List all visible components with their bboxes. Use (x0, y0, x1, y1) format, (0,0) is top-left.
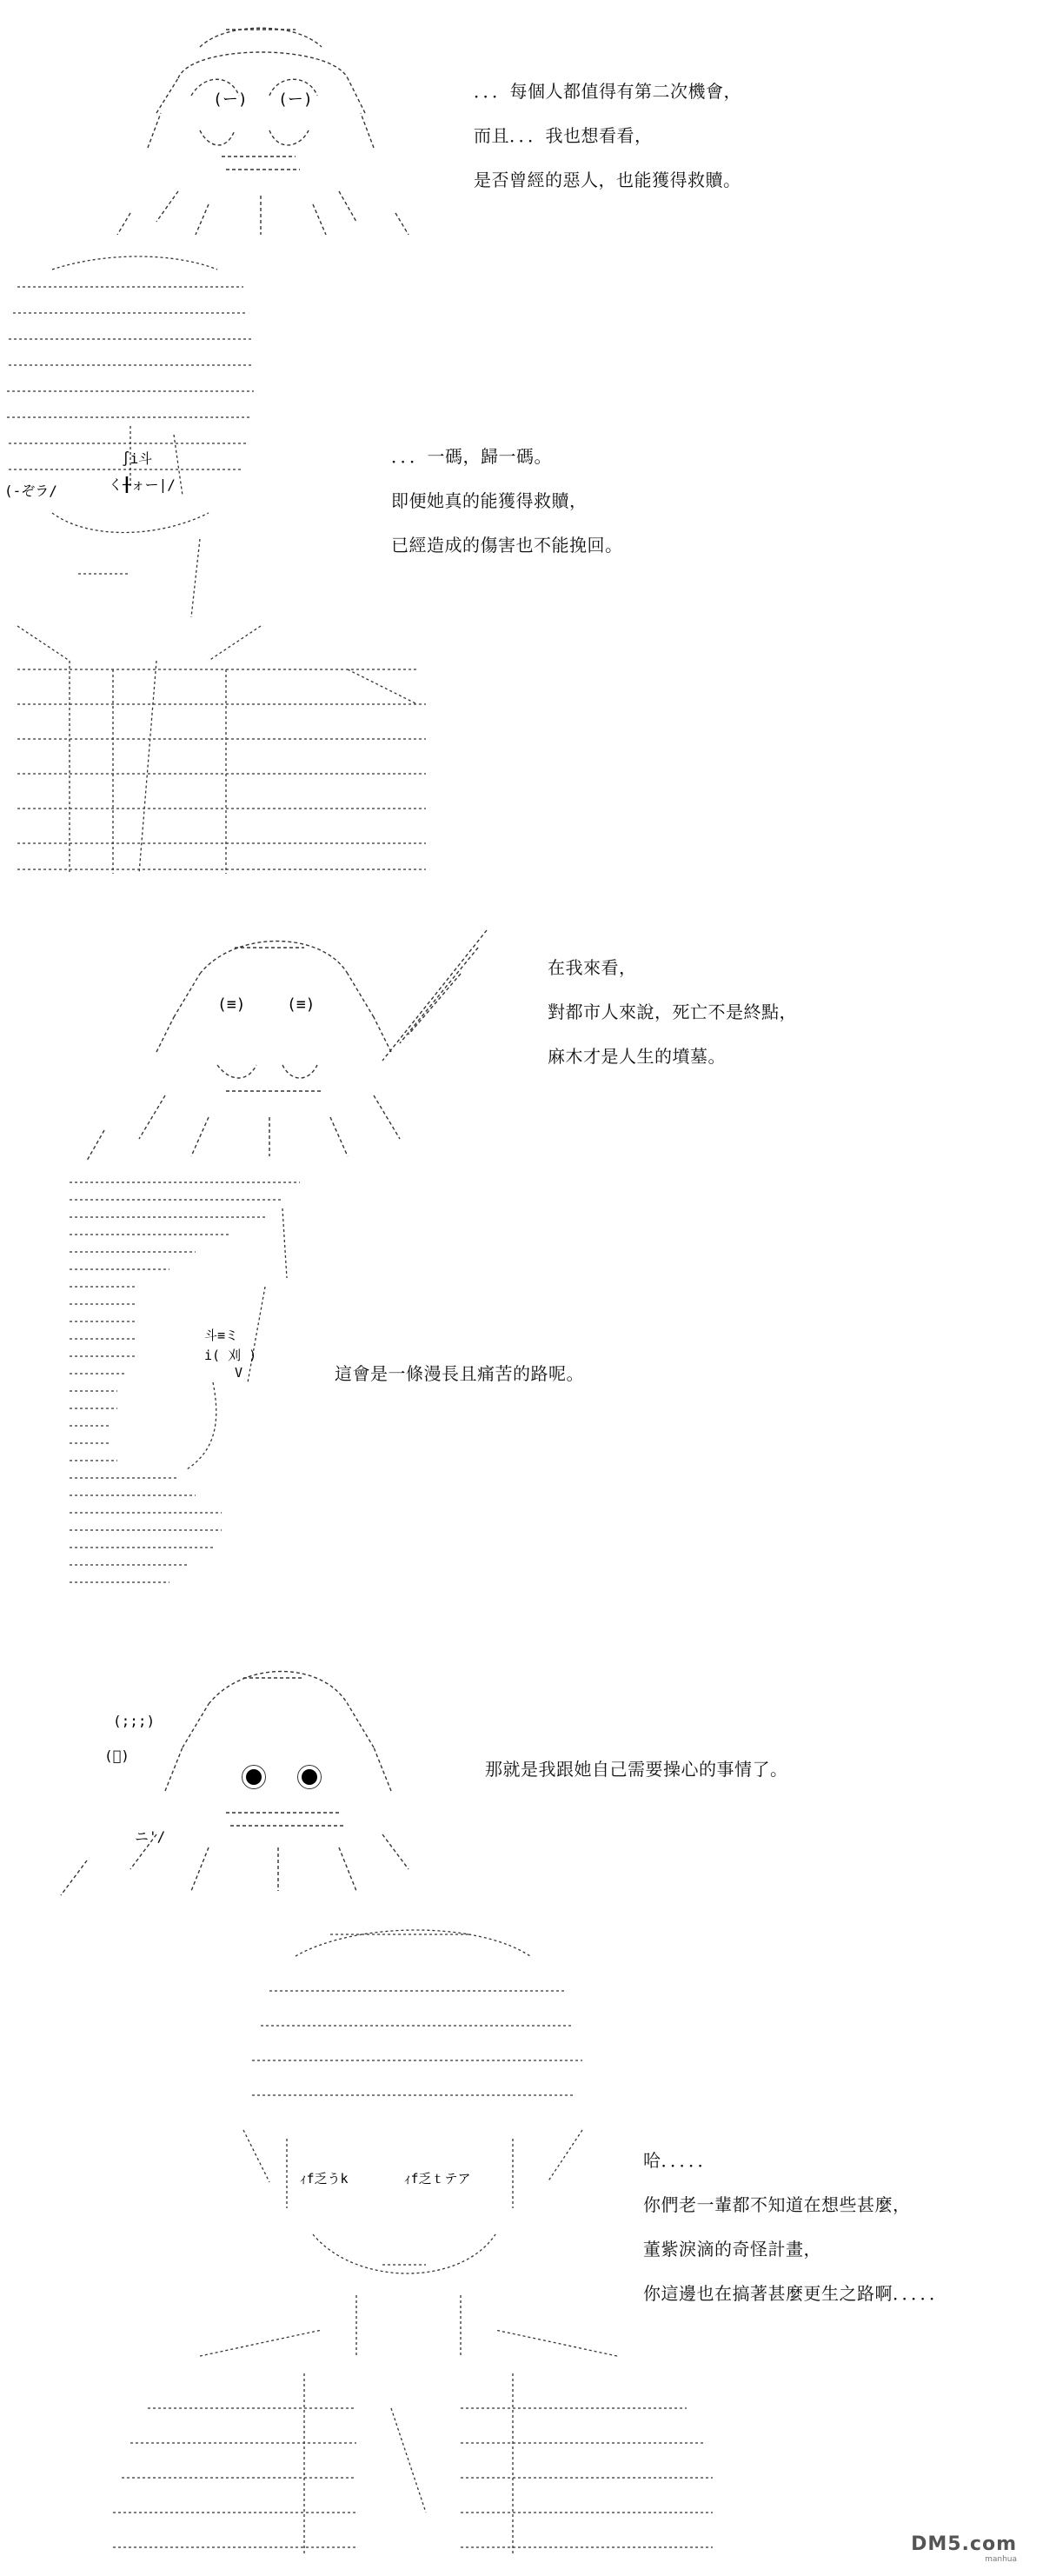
ascii-art-shadowed-figure (65, 1174, 326, 1617)
caption-panel-2 (391, 435, 623, 568)
ascii-eye-right: ｨf乏ｔテア (404, 2171, 471, 2187)
watermark-text: DM5.com (911, 2533, 1017, 2555)
caption-line: 這會是一條漫長且痛苦的路呢。 (335, 1363, 584, 1384)
panel-3 (0, 913, 1043, 1165)
ascii-art-young-man-messy-hair (96, 1921, 721, 2565)
caption-line: ．．．每個人都值得有第二次機會， (474, 81, 741, 102)
caption-panel-5 (485, 1747, 788, 1792)
panel-4 (0, 1174, 1043, 1626)
ascii-snippet: ∫i斗 (122, 450, 153, 467)
caption-panel-1 (474, 70, 741, 203)
ascii-snippet: く╂ォー|/ (109, 476, 176, 493)
caption-line: 你這邊也在搞著甚麼更生之路啊．．．．． (643, 2283, 947, 2304)
panel-6 (0, 1913, 1043, 2576)
eye-right-icon (297, 1765, 322, 1789)
caption-line: 那就是我跟她自己需要操心的事情了。 (485, 1759, 788, 1780)
ascii-snippet: 斗≡ミ (204, 1328, 239, 1343)
panel-5 (0, 1652, 1043, 1904)
caption-line: 董紫淚滴的奇怪計畫， (643, 2239, 821, 2260)
caption-line: 而且．．．我也想看看， (474, 125, 653, 146)
ascii-eye-left: (ー) (213, 90, 248, 109)
ascii-art-man-in-suit (0, 252, 435, 878)
caption-panel-4 (335, 1352, 584, 1396)
panel-1 (0, 0, 1043, 235)
panel-2 (0, 243, 1043, 878)
watermark-subtext: manhua (985, 2555, 1017, 2564)
ascii-art-bald-man-smiling (96, 17, 426, 235)
caption-line: 在我來看， (548, 957, 637, 978)
ascii-snippet: ニ'/ (135, 1828, 166, 1845)
site-watermark (911, 2533, 1017, 2564)
ascii-eye-right: (ー) (278, 90, 313, 109)
caption-line: 哈．．．．． (643, 2150, 715, 2171)
caption-line: 已經造成的傷害也不能挽回。 (391, 535, 623, 556)
caption-line: 是否曾經的惡人，也能獲得救贖。 (474, 170, 741, 190)
ascii-snippet: i( 刈 ) (204, 1348, 257, 1363)
caption-line: 你們老一輩都不知道在想些甚麼， (643, 2194, 911, 2215)
caption-line: ．．．一碼，歸一碼。 (391, 446, 552, 467)
ascii-snippet: (ﾞ) (104, 1747, 130, 1764)
caption-line: 麻木才是人生的墳墓。 (548, 1046, 726, 1067)
ascii-art-bald-man-wide-eyes (52, 1661, 435, 1904)
ascii-eye-right: (≡) (287, 995, 316, 1014)
ascii-snippet: (-ぞラ/ (4, 483, 57, 499)
caption-line: 即便她真的能獲得救贖， (391, 490, 588, 511)
caption-panel-6 (643, 2139, 947, 2316)
caption-line: 對都市人來說，死亡不是終點， (548, 1002, 797, 1022)
ascii-eye-left: ｨf乏うk (300, 2171, 349, 2187)
ascii-art-bald-man-with-cigarette (70, 922, 504, 1165)
ascii-eye-left: (≡) (217, 995, 246, 1014)
ascii-snippet: V (235, 1365, 243, 1381)
eye-left-icon (242, 1765, 266, 1789)
caption-panel-3 (548, 946, 797, 1079)
ascii-snippet: (;;;) (113, 1713, 156, 1729)
